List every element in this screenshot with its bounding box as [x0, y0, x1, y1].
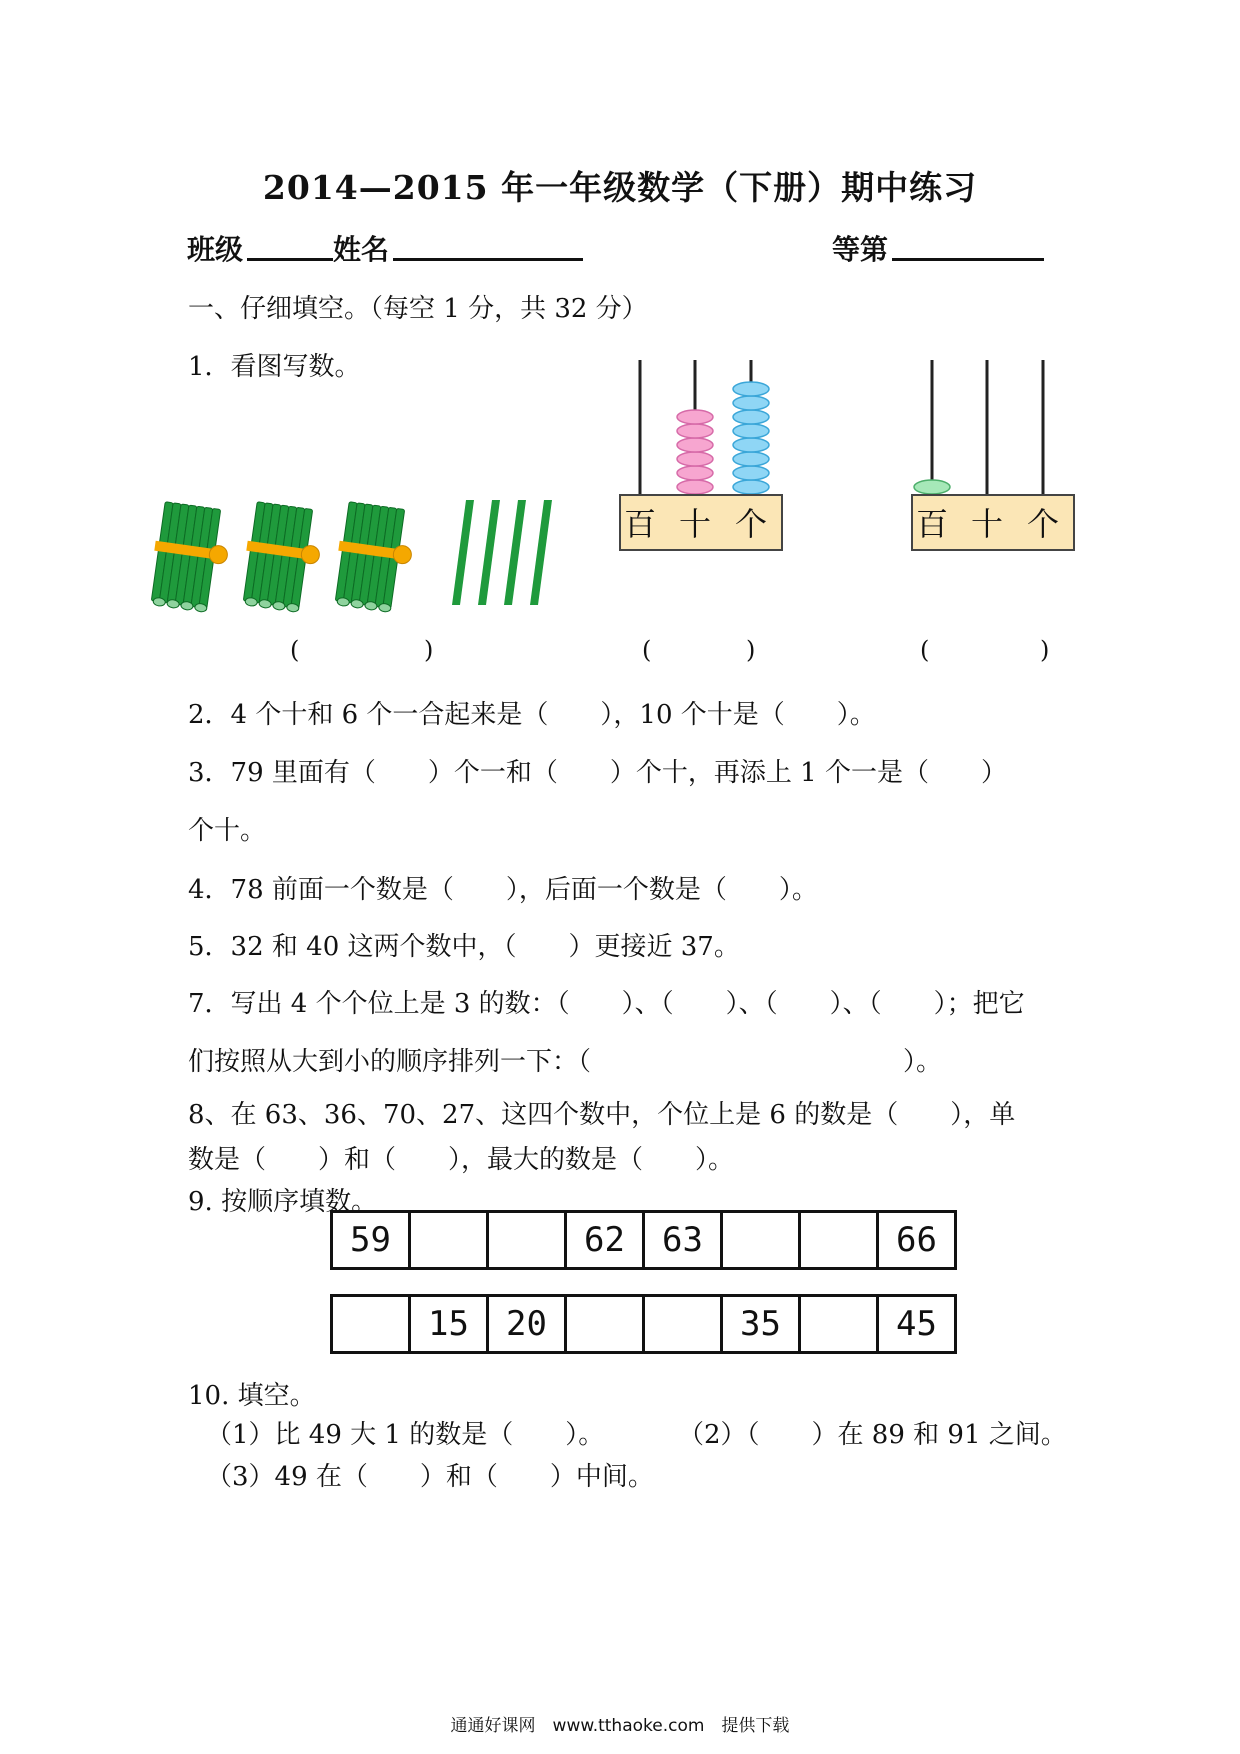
abacus-bead [677, 424, 713, 438]
loose-stick [452, 500, 474, 605]
abacus-bead [733, 452, 769, 466]
q9-label: 9. 按顺序填数。 [188, 1187, 378, 1217]
grade-label: 等第 [832, 233, 889, 266]
q1-answer-1-close: ) [424, 636, 434, 664]
abacus-bead [677, 452, 713, 466]
q10-part-2: （2）（ ）在 89 和 91 之间。 [678, 1420, 1067, 1450]
abacus-bead [677, 466, 713, 480]
abacus-bead [677, 438, 713, 452]
grid2-cell: 45 [878, 1296, 956, 1353]
abacus-bead [733, 396, 769, 410]
abacus-place-label: 个 [1026, 505, 1060, 543]
stick-bundles [147, 501, 418, 614]
abacus-bead [677, 480, 713, 494]
loose-stick [478, 500, 500, 605]
class-blank[interactable] [247, 258, 333, 261]
grid2-cell: 15 [410, 1296, 488, 1353]
name-label: 姓名 [333, 233, 390, 266]
abacus-place-label: 个 [734, 505, 768, 543]
abacus-bead [733, 424, 769, 438]
section-1-heading: 一、仔细填空。（每空 1 分，共 32 分） [188, 294, 648, 324]
abacus-bead [733, 382, 769, 396]
abacus-place-label: 十 [678, 505, 712, 543]
grid1-cell: 63 [644, 1212, 722, 1269]
q2: 2．4 个十和 6 个一合起来是（ ），10 个十是（ ）。 [188, 700, 876, 730]
grid1-cell: 66 [878, 1212, 956, 1269]
sequence-grid-1 [330, 1210, 957, 1270]
grid1-cell[interactable] [722, 1212, 800, 1269]
q7-line-2: 们按照从大到小的顺序排列一下：（ ）。 [188, 1047, 943, 1077]
q4: 4．78 前面一个数是（ ），后面一个数是（ ）。 [188, 875, 818, 905]
class-label: 班级 [187, 233, 244, 266]
abacus-1 [620, 360, 782, 550]
grid2-cell[interactable] [332, 1296, 410, 1353]
q8-line-1: 8、在 63、36、70、27、这四个数中，个位上是 6 的数是（ ），单 [188, 1100, 1016, 1130]
abacus-place-label: 百 [915, 505, 949, 543]
grid2-cell: 35 [722, 1296, 800, 1353]
q1-figures [140, 360, 1100, 630]
grid1-cell[interactable] [410, 1212, 488, 1269]
abacus-place-label: 十 [970, 505, 1004, 543]
q10-label: 10. 填空。 [188, 1381, 316, 1411]
abacus-bead [914, 480, 950, 494]
loose-sticks [452, 500, 552, 605]
grid1-cell: 59 [332, 1212, 410, 1269]
abacus-bead [733, 466, 769, 480]
abacus-bead [677, 410, 713, 424]
q5: 5．32 和 40 这两个数中，（ ）更接近 37。 [188, 932, 740, 962]
stick-bundle [239, 501, 326, 614]
sequence-grid-2 [330, 1294, 957, 1354]
name-blank[interactable] [393, 258, 583, 261]
q1-answer-2-close: ) [746, 636, 756, 664]
footer-credit: 通通好课网 www.tthaoke.com 提供下载 [450, 1716, 790, 1736]
abacus-2 [912, 360, 1074, 550]
q1-answer-3-close: ) [1040, 636, 1050, 664]
grid2-cell[interactable] [800, 1296, 878, 1353]
q7-line-1: 7．写出 4 个个位上是 3 的数：（ ）、（ ）、（ ）、（ ）；把它 [188, 989, 1025, 1019]
stick-bundle [331, 501, 418, 614]
q10-part-3: （3）49 在（ ）和（ ）中间。 [206, 1462, 654, 1492]
grade-blank[interactable] [892, 258, 1044, 261]
q8-line-2: 数是（ ）和（ ），最大的数是（ ）。 [188, 1145, 735, 1175]
grid2-cell[interactable] [644, 1296, 722, 1353]
abacus-bead [733, 410, 769, 424]
q3-line-2: 个十。 [188, 816, 267, 846]
grid1-cell: 62 [566, 1212, 644, 1269]
grid2-cell: 20 [488, 1296, 566, 1353]
abacus-bead [733, 480, 769, 494]
q1-answer-3-open: ( [920, 636, 930, 664]
grid1-cell[interactable] [800, 1212, 878, 1269]
page-title: 2014—2015 年一年级数学（下册）期中练习 [262, 168, 978, 207]
abacus-bead [733, 438, 769, 452]
grid1-cell[interactable] [488, 1212, 566, 1269]
loose-stick [530, 500, 552, 605]
loose-stick [504, 500, 526, 605]
q3-line-1: 3．79 里面有（ ）个一和（ ）个十，再添上 1 个一是（ ） [188, 758, 1007, 788]
stick-bundle [147, 501, 234, 614]
grid2-cell[interactable] [566, 1296, 644, 1353]
q1-answer-1-open: ( [290, 636, 300, 664]
q10-part-1: （1）比 49 大 1 的数是（ ）。 [206, 1420, 605, 1450]
abacus-place-label: 百 [623, 505, 657, 543]
q1-label: 1．看图写数。 [188, 352, 361, 382]
q1-answer-2-open: ( [642, 636, 652, 664]
